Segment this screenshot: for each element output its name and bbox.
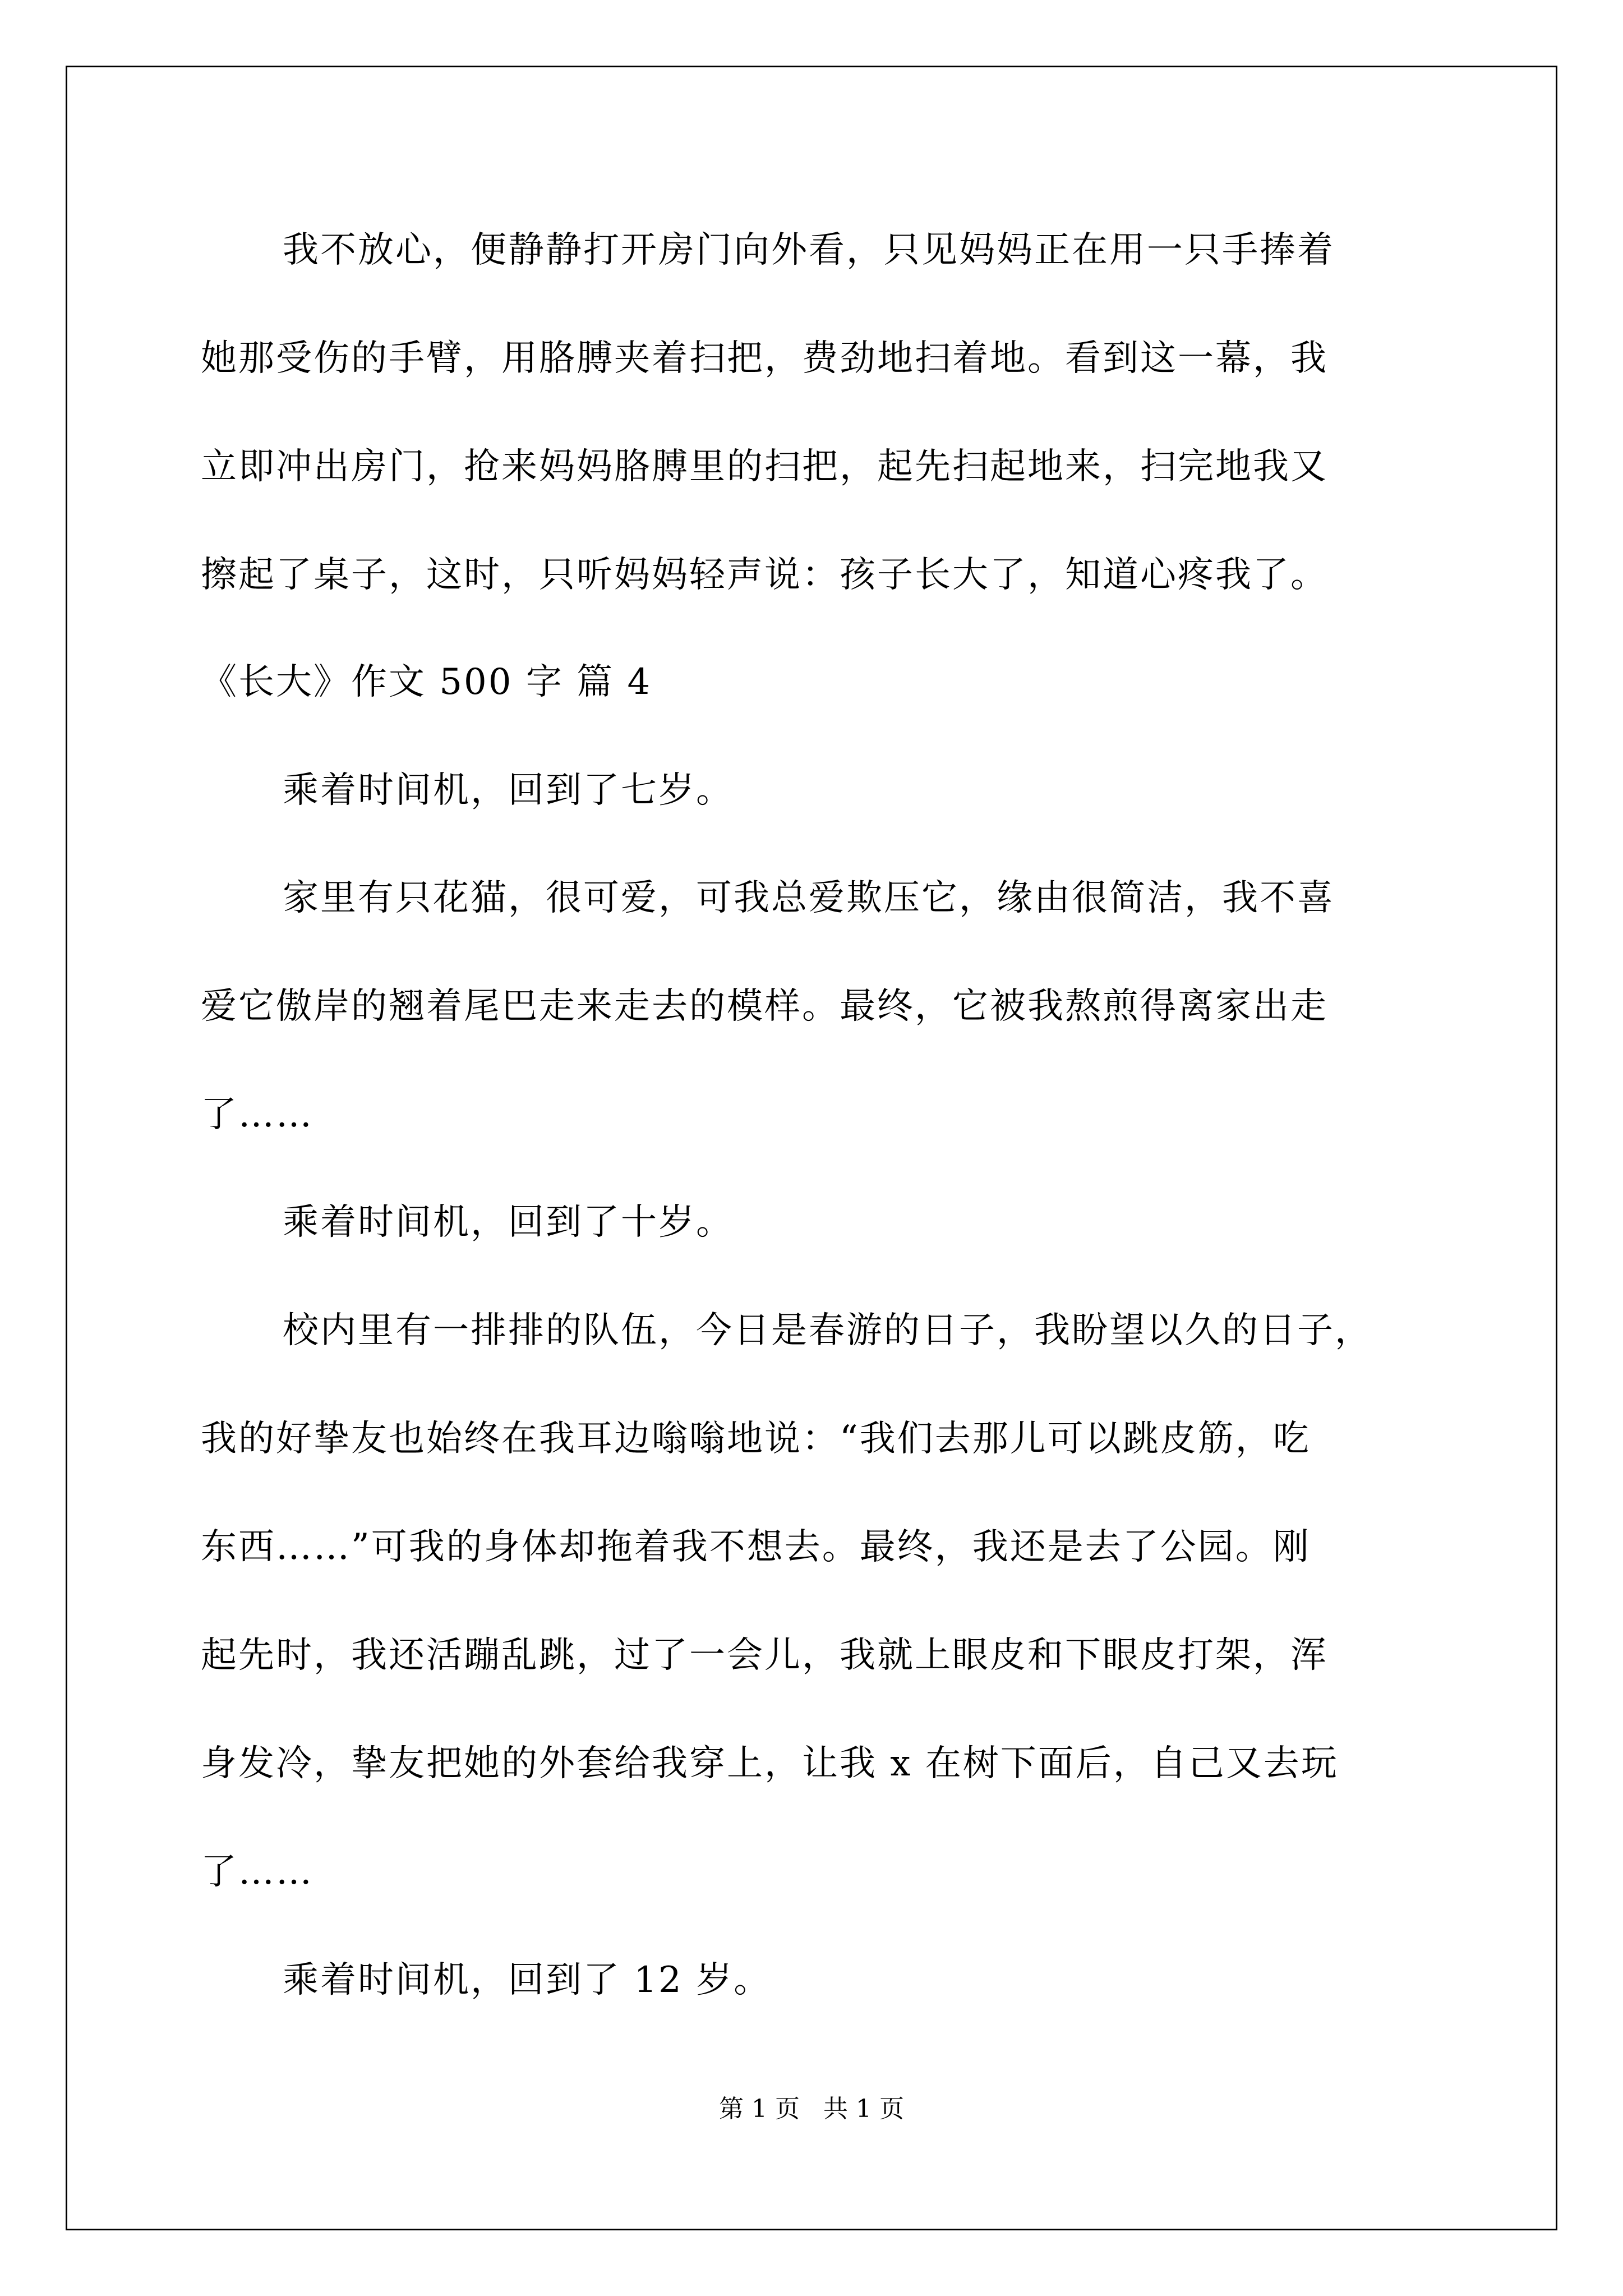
- paragraph-line: 起先时，我还活蹦乱跳，过了一会儿，我就上眼皮和下眼皮打架，浑: [201, 1635, 1328, 1676]
- paragraph-line: 乘着时间机，回到了十岁。: [283, 1202, 734, 1243]
- paragraph-line: 立即冲出房门，抢来妈妈胳膊里的扫把，起先扫起地来，扫完地我又: [201, 446, 1328, 487]
- paragraph-line: 了……: [201, 1094, 313, 1135]
- paragraph-line: 校内里有一排排的队伍，今日是春游的日子，我盼望以久的日子，: [283, 1310, 1372, 1351]
- paragraph-line: 爱它傲岸的翘着尾巴走来走去的模样。最终，它被我熬煎得离家出走: [201, 986, 1328, 1027]
- paragraph-line: 擦起了桌子，这时，只听妈妈轻声说：孩子长大了，知道心疼我了。: [201, 554, 1328, 596]
- paragraph-line: 我的好挚友也始终在我耳边嗡嗡地说：“我们去那儿可以跳皮筋，吃: [201, 1418, 1311, 1460]
- paragraph-line: 身发冷，挚友把她的外套给我穿上，让我 x 在树下面后，自己又去玩: [201, 1743, 1339, 1784]
- paragraph-line: 了……: [201, 1851, 313, 1893]
- paragraph-line: 东西……”可我的身体却拖着我不想去。最终，我还是去了公园。刚: [201, 1526, 1311, 1568]
- paragraph-line: 乘着时间机，回到了 12 岁。: [283, 1959, 772, 2001]
- page-footer: 第 1 页 共 1 页: [719, 2095, 904, 2123]
- paragraph-line: 家里有只花猫，很可爱，可我总爱欺压它，缘由很简洁，我不喜: [283, 877, 1335, 919]
- paragraph-line: 她那受伤的手臂，用胳膊夹着扫把，费劲地扫着地。看到这一幕，我: [201, 338, 1328, 379]
- paragraph-line: 我不放心，便静静打开房门向外看，只见妈妈正在用一只手捧着: [283, 229, 1335, 271]
- section-heading: 《长大》作文 500 字 篇 4: [201, 661, 652, 703]
- paragraph-line: 乘着时间机，回到了七岁。: [283, 770, 734, 811]
